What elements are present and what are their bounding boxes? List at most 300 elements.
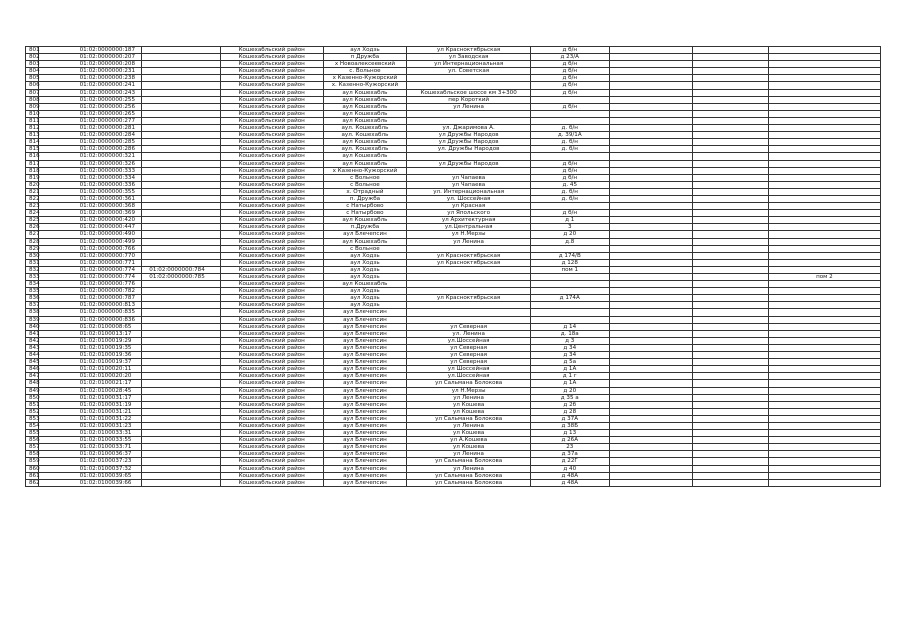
district-cell: Кошехабльский район [220, 224, 323, 231]
cadastral-number-cell: 01:02:0100033:31 [38, 430, 142, 437]
linked-cadastral-cell [142, 146, 221, 153]
table-row [26, 359, 881, 366]
cadastral-number-cell: 01:02:0000000:770 [38, 252, 142, 259]
premises-cell [768, 224, 880, 231]
district-cell: Кошехабльский район [220, 110, 323, 117]
settlement-cell: аул Кошехабль [323, 139, 407, 146]
row-number-cell: 838 [26, 309, 39, 316]
cadastral-number-cell: 01:02:0100020:11 [38, 366, 142, 373]
extra-cell-1 [609, 415, 693, 422]
row-number-cell: 842 [26, 337, 39, 344]
cadastral-number-cell: 01:02:0000000:835 [38, 309, 142, 316]
row-number-cell: 830 [26, 252, 39, 259]
extra-cell-1 [609, 394, 693, 401]
cadastral-number-cell: 01:02:0000000:813 [38, 302, 142, 309]
linked-cadastral-cell [142, 458, 221, 465]
row-number-cell: 847 [26, 373, 39, 380]
district-cell: Кошехабльский район [220, 195, 323, 202]
table-row [26, 352, 881, 359]
street-cell: ул Чапаева [407, 174, 531, 181]
district-cell: Кошехабльский район [220, 295, 323, 302]
row-number-cell: 828 [26, 238, 39, 245]
district-cell: Кошехабльский район [220, 359, 323, 366]
premises-cell [768, 266, 880, 273]
extra-cell-1 [609, 217, 693, 224]
linked-cadastral-cell [142, 259, 221, 266]
cadastral-number-cell: 01:02:0000000:284 [38, 132, 142, 139]
street-cell [407, 266, 531, 273]
extra-cell-2 [693, 337, 768, 344]
linked-cadastral-cell [142, 401, 221, 408]
cadastral-number-cell: 01:02:0000000:265 [38, 110, 142, 117]
premises-cell [768, 117, 880, 124]
cadastral-number-cell: 01:02:0100019:29 [38, 337, 142, 344]
linked-cadastral-cell [142, 217, 221, 224]
extra-cell-1 [609, 132, 693, 139]
premises-cell [768, 125, 880, 132]
extra-cell-2 [693, 465, 768, 472]
street-cell [407, 245, 531, 252]
row-number-cell: 816 [26, 153, 39, 160]
table-row [26, 373, 881, 380]
extra-cell-1 [609, 188, 693, 195]
extra-cell-1 [609, 167, 693, 174]
district-cell: Кошехабльский район [220, 274, 323, 281]
cadastral-number-cell: 01:02:0000000:207 [38, 54, 142, 61]
row-number-cell: 853 [26, 415, 39, 422]
settlement-cell: аул Блечепсин [323, 408, 407, 415]
street-cell: ул. Советская [407, 68, 531, 75]
row-number-cell: 845 [26, 359, 39, 366]
settlement-cell: х. Отрадный [323, 188, 407, 195]
street-cell: ул Сальмана Болокова [407, 479, 531, 486]
extra-cell-2 [693, 153, 768, 160]
street-cell: ул Кошева [407, 444, 531, 451]
settlement-cell: аул Блечепсин [323, 309, 407, 316]
row-number-cell: 841 [26, 330, 39, 337]
premises-cell [768, 387, 880, 394]
cadastral-number-cell: 01:02:0000000:326 [38, 160, 142, 167]
linked-cadastral-cell [142, 387, 221, 394]
street-cell: ул. Шоссейная [407, 195, 531, 202]
premises-cell [768, 188, 880, 195]
district-cell: Кошехабльский район [220, 309, 323, 316]
settlement-cell: аул Кошехабль [323, 217, 407, 224]
cadastral-number-cell: 01:02:0100036:37 [38, 451, 142, 458]
linked-cadastral-cell [142, 302, 221, 309]
extra-cell-2 [693, 408, 768, 415]
row-number-cell: 839 [26, 316, 39, 323]
house-cell: д. б/н [530, 195, 609, 202]
premises-cell [768, 281, 880, 288]
district-cell: Кошехабльский район [220, 61, 323, 68]
extra-cell-1 [609, 54, 693, 61]
table-row [26, 422, 881, 429]
cadastral-number-cell: 01:02:0000000:277 [38, 117, 142, 124]
cadastral-number-cell: 01:02:0000000:420 [38, 217, 142, 224]
premises-cell [768, 231, 880, 238]
settlement-cell: п Дружба [323, 54, 407, 61]
street-cell [407, 110, 531, 117]
district-cell: Кошехабльский район [220, 125, 323, 132]
district-cell: Кошехабльский район [220, 266, 323, 273]
street-cell: ул Ленина [407, 451, 531, 458]
linked-cadastral-cell [142, 295, 221, 302]
settlement-cell: аул Блечепсин [323, 344, 407, 351]
house-cell: д. б/н [530, 188, 609, 195]
linked-cadastral-cell [142, 231, 221, 238]
row-number-cell: 855 [26, 430, 39, 437]
district-cell: Кошехабльский район [220, 245, 323, 252]
premises-cell [768, 323, 880, 330]
cadastral-number-cell: 01:02:0000000:208 [38, 61, 142, 68]
premises-cell [768, 451, 880, 458]
extra-cell-1 [609, 139, 693, 146]
extra-cell-1 [609, 281, 693, 288]
row-number-cell: 858 [26, 451, 39, 458]
extra-cell-2 [693, 302, 768, 309]
house-cell [530, 309, 609, 316]
table-row [26, 302, 881, 309]
street-cell: ул Интернациональная [407, 61, 531, 68]
extra-cell-2 [693, 245, 768, 252]
extra-cell-2 [693, 309, 768, 316]
table-row [26, 188, 881, 195]
premises-cell: пом 2 [768, 274, 880, 281]
table-row [26, 387, 881, 394]
extra-cell-2 [693, 352, 768, 359]
extra-cell-1 [609, 61, 693, 68]
linked-cadastral-cell [142, 281, 221, 288]
row-number-cell: 823 [26, 203, 39, 210]
street-cell: ул Красноктябрьская [407, 259, 531, 266]
linked-cadastral-cell [142, 451, 221, 458]
house-cell: д 40 [530, 465, 609, 472]
extra-cell-1 [609, 288, 693, 295]
settlement-cell: п.Дружба [323, 224, 407, 231]
row-number-cell: 840 [26, 323, 39, 330]
registry-table-body [26, 47, 881, 487]
street-cell: ул Шоссейная [407, 366, 531, 373]
table-row [26, 295, 881, 302]
house-cell: д 26А [530, 437, 609, 444]
linked-cadastral-cell [142, 288, 221, 295]
linked-cadastral-cell [142, 352, 221, 359]
extra-cell-1 [609, 444, 693, 451]
extra-cell-2 [693, 47, 768, 54]
row-number-cell: 857 [26, 444, 39, 451]
street-cell [407, 309, 531, 316]
settlement-cell: аул Кошехабль [323, 103, 407, 110]
settlement-cell: аул Кошехабль [323, 281, 407, 288]
linked-cadastral-cell: 01:02:0000000:785 [142, 274, 221, 281]
house-cell: д 20 [530, 387, 609, 394]
district-cell: Кошехабльский район [220, 167, 323, 174]
extra-cell-2 [693, 330, 768, 337]
cadastral-number-cell: 01:02:0000000:774 [38, 266, 142, 273]
row-number-cell: 825 [26, 217, 39, 224]
house-cell: д. 45 [530, 181, 609, 188]
street-cell: ул Ленина [407, 422, 531, 429]
settlement-cell: х Новоалексеевский [323, 61, 407, 68]
extra-cell-1 [609, 366, 693, 373]
premises-cell [768, 415, 880, 422]
linked-cadastral-cell [142, 47, 221, 54]
premises-cell [768, 103, 880, 110]
extra-cell-2 [693, 210, 768, 217]
district-cell: Кошехабльский район [220, 387, 323, 394]
district-cell: Кошехабльский район [220, 252, 323, 259]
settlement-cell: с Вольное [323, 181, 407, 188]
premises-cell [768, 47, 880, 54]
district-cell: Кошехабльский район [220, 259, 323, 266]
house-cell: д 28 [530, 408, 609, 415]
linked-cadastral-cell [142, 96, 221, 103]
table-row [26, 110, 881, 117]
table-row [26, 224, 881, 231]
extra-cell-2 [693, 174, 768, 181]
cadastral-number-cell: 01:02:0000000:281 [38, 125, 142, 132]
linked-cadastral-cell [142, 181, 221, 188]
cadastral-number-cell: 01:02:0100031:21 [38, 408, 142, 415]
cadastral-number-cell: 01:02:0000000:774 [38, 274, 142, 281]
row-number-cell: 849 [26, 387, 39, 394]
cadastral-number-cell: 01:02:0100019:37 [38, 359, 142, 366]
district-cell: Кошехабльский район [220, 47, 323, 54]
settlement-cell: аул. Кошехабль [323, 132, 407, 139]
table-row [26, 132, 881, 139]
house-cell: д 5а [530, 359, 609, 366]
settlement-cell: аул Блечепсин [323, 352, 407, 359]
row-number-cell: 819 [26, 174, 39, 181]
premises-cell [768, 238, 880, 245]
premises-cell [768, 146, 880, 153]
cadastral-number-cell: 01:02:0100037:23 [38, 458, 142, 465]
house-cell: д 37А [530, 415, 609, 422]
premises-cell [768, 472, 880, 479]
street-cell: ул Северная [407, 344, 531, 351]
table-row [26, 217, 881, 224]
row-number-cell: 844 [26, 352, 39, 359]
district-cell: Кошехабльский район [220, 472, 323, 479]
extra-cell-1 [609, 75, 693, 82]
row-number-cell: 856 [26, 437, 39, 444]
district-cell: Кошехабльский район [220, 352, 323, 359]
street-cell [407, 316, 531, 323]
row-number-cell: 822 [26, 195, 39, 202]
extra-cell-2 [693, 110, 768, 117]
settlement-cell: аул Кошехабль [323, 153, 407, 160]
street-cell: ул. Дружбы Народов [407, 146, 531, 153]
settlement-cell: с Вольное [323, 174, 407, 181]
premises-cell [768, 352, 880, 359]
settlement-cell: аул Блечепсин [323, 401, 407, 408]
settlement-cell: аул Блечепсин [323, 458, 407, 465]
table-row [26, 274, 881, 281]
street-cell: ул Заводская [407, 54, 531, 61]
table-row [26, 153, 881, 160]
row-number-cell: 808 [26, 96, 39, 103]
district-cell: Кошехабльский район [220, 146, 323, 153]
house-cell: д 1 [530, 217, 609, 224]
extra-cell-1 [609, 238, 693, 245]
table-row [26, 160, 881, 167]
row-number-cell: 820 [26, 181, 39, 188]
cadastral-number-cell: 01:02:0000000:766 [38, 245, 142, 252]
extra-cell-2 [693, 217, 768, 224]
extra-cell-1 [609, 437, 693, 444]
premises-cell [768, 139, 880, 146]
house-cell: д 37а [530, 451, 609, 458]
linked-cadastral-cell [142, 68, 221, 75]
table-row [26, 259, 881, 266]
row-number-cell: 861 [26, 472, 39, 479]
street-cell: ул.Центральная [407, 224, 531, 231]
extra-cell-1 [609, 96, 693, 103]
extra-cell-1 [609, 309, 693, 316]
premises-cell [768, 89, 880, 96]
house-cell: д б/н [530, 68, 609, 75]
extra-cell-2 [693, 259, 768, 266]
settlement-cell: аул. Кошехабль [323, 146, 407, 153]
table-row [26, 316, 881, 323]
street-cell: ул.Шоссейная [407, 337, 531, 344]
extra-cell-1 [609, 125, 693, 132]
table-row [26, 231, 881, 238]
house-cell: д 13 [530, 430, 609, 437]
street-cell: ул. Ленина [407, 330, 531, 337]
settlement-cell: аул Блечепсин [323, 415, 407, 422]
extra-cell-1 [609, 274, 693, 281]
cadastral-number-cell: 01:02:0000000:286 [38, 146, 142, 153]
house-cell: 3 [530, 224, 609, 231]
extra-cell-1 [609, 352, 693, 359]
extra-cell-1 [609, 344, 693, 351]
district-cell: Кошехабльский район [220, 132, 323, 139]
street-cell [407, 288, 531, 295]
row-number-cell: 812 [26, 125, 39, 132]
extra-cell-1 [609, 373, 693, 380]
row-number-cell: 805 [26, 75, 39, 82]
extra-cell-1 [609, 47, 693, 54]
district-cell: Кошехабльский район [220, 139, 323, 146]
linked-cadastral-cell [142, 224, 221, 231]
settlement-cell: с. Вольное [323, 68, 407, 75]
extra-cell-1 [609, 160, 693, 167]
district-cell: Кошехабльский район [220, 89, 323, 96]
settlement-cell: аул Блечепсин [323, 430, 407, 437]
extra-cell-1 [609, 259, 693, 266]
extra-cell-2 [693, 281, 768, 288]
linked-cadastral-cell [142, 415, 221, 422]
table-row [26, 89, 881, 96]
row-number-cell: 802 [26, 54, 39, 61]
house-cell: д б/н [530, 160, 609, 167]
district-cell: Кошехабльский район [220, 174, 323, 181]
cadastral-number-cell: 01:02:0000000:836 [38, 316, 142, 323]
linked-cadastral-cell [142, 125, 221, 132]
cadastral-number-cell: 01:02:0000000:285 [38, 139, 142, 146]
premises-cell [768, 259, 880, 266]
street-cell: ул Дружбы Народов [407, 132, 531, 139]
premises-cell [768, 302, 880, 309]
premises-cell [768, 153, 880, 160]
linked-cadastral-cell [142, 210, 221, 217]
street-cell: ул Северная [407, 323, 531, 330]
cadastral-number-cell: 01:02:0100021:17 [38, 380, 142, 387]
cadastral-number-cell: 01:02:0100039:66 [38, 479, 142, 486]
row-number-cell: 801 [26, 47, 39, 54]
house-cell: д 128 [530, 259, 609, 266]
cadastral-number-cell: 01:02:0000000:336 [38, 181, 142, 188]
cadastral-number-cell: 01:02:0000000:499 [38, 238, 142, 245]
extra-cell-1 [609, 337, 693, 344]
extra-cell-2 [693, 61, 768, 68]
house-cell: д 14 [530, 323, 609, 330]
extra-cell-2 [693, 96, 768, 103]
street-cell [407, 302, 531, 309]
extra-cell-2 [693, 125, 768, 132]
linked-cadastral-cell [142, 380, 221, 387]
settlement-cell: аул. Кошехабль [323, 125, 407, 132]
district-cell: Кошехабльский район [220, 394, 323, 401]
district-cell: Кошехабльский район [220, 422, 323, 429]
settlement-cell: аул Блечепсин [323, 373, 407, 380]
street-cell: ул Архитектурная [407, 217, 531, 224]
cadastral-number-cell: 01:02:0000000:333 [38, 167, 142, 174]
extra-cell-1 [609, 68, 693, 75]
settlement-cell: аул Кошехабль [323, 110, 407, 117]
district-cell: Кошехабльский район [220, 238, 323, 245]
house-cell: д 48А [530, 479, 609, 486]
street-cell: ул Северная [407, 352, 531, 359]
premises-cell [768, 422, 880, 429]
street-cell: ул. Интернациональная [407, 188, 531, 195]
street-cell: ул Красная [407, 203, 531, 210]
extra-cell-2 [693, 295, 768, 302]
house-cell: д 34 [530, 352, 609, 359]
district-cell: Кошехабльский район [220, 288, 323, 295]
table-row [26, 195, 881, 202]
settlement-cell: аул Ходзь [323, 288, 407, 295]
linked-cadastral-cell [142, 316, 221, 323]
street-cell: ул Сальмана Болокова [407, 380, 531, 387]
house-cell: д б/н [530, 210, 609, 217]
row-number-cell: 835 [26, 288, 39, 295]
house-cell: д. 39/1А [530, 132, 609, 139]
settlement-cell: х Казенно-Кужорский [323, 75, 407, 82]
street-cell: ул Н.Мерзы [407, 231, 531, 238]
premises-cell [768, 309, 880, 316]
linked-cadastral-cell [142, 195, 221, 202]
linked-cadastral-cell [142, 252, 221, 259]
street-cell [407, 153, 531, 160]
table-row [26, 103, 881, 110]
premises-cell [768, 75, 880, 82]
table-row [26, 344, 881, 351]
linked-cadastral-cell [142, 472, 221, 479]
premises-cell [768, 479, 880, 486]
extra-cell-2 [693, 323, 768, 330]
house-cell: д 2б [530, 401, 609, 408]
district-cell: Кошехабльский район [220, 103, 323, 110]
settlement-cell: с Вольное [323, 245, 407, 252]
cadastral-number-cell: 01:02:0100013:17 [38, 330, 142, 337]
district-cell: Кошехабльский район [220, 366, 323, 373]
linked-cadastral-cell [142, 330, 221, 337]
row-number-cell: 817 [26, 160, 39, 167]
district-cell: Кошехабльский район [220, 210, 323, 217]
